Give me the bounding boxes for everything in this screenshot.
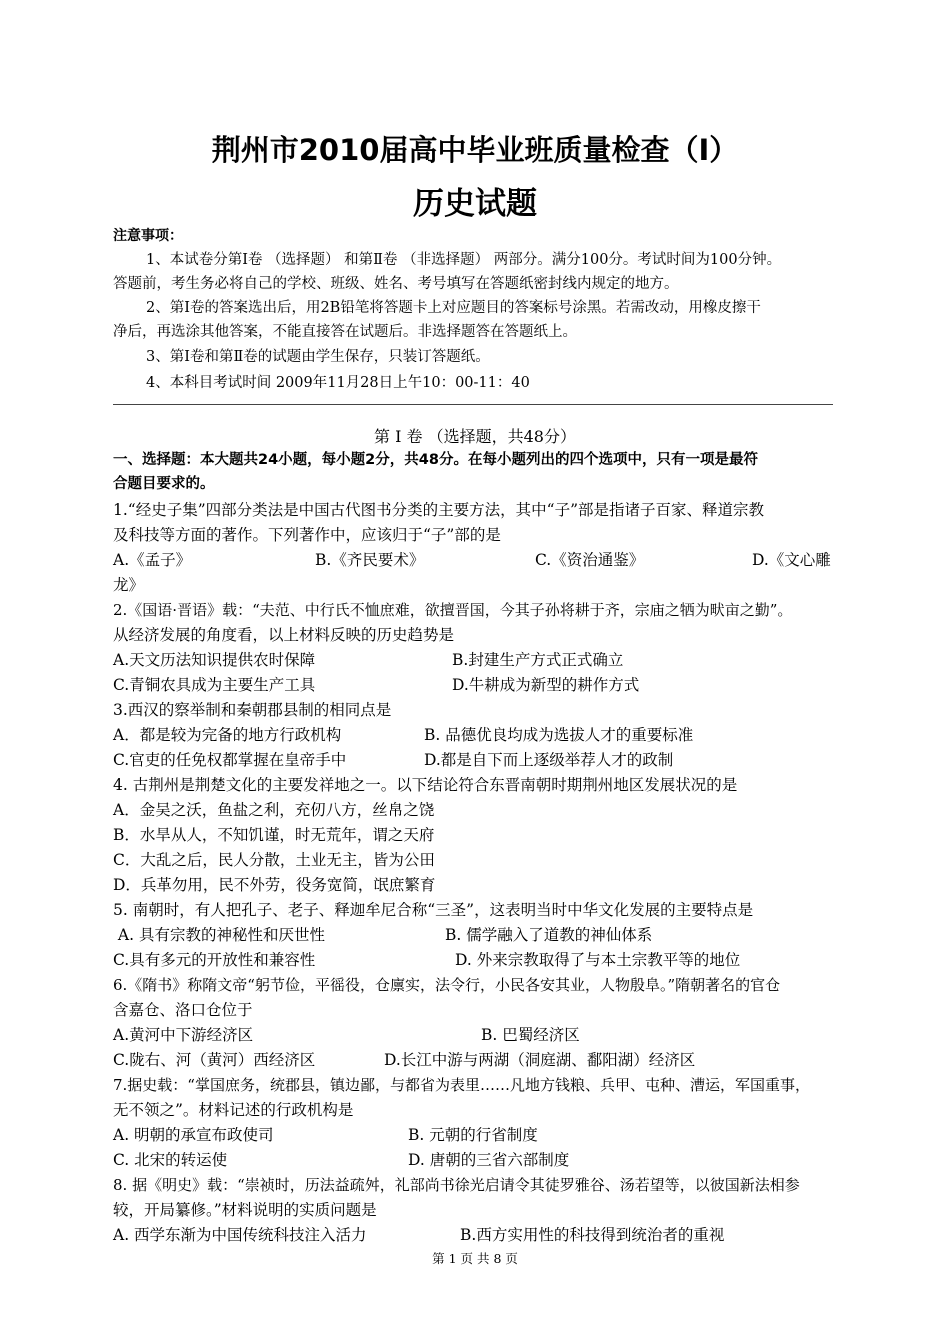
- q7-option-a: A. 明朝的承宣布政使司: [113, 1126, 274, 1144]
- q7-option-b: B. 元朝的行省制度: [408, 1126, 538, 1144]
- question-5-stem: 5. 南朝时，有人把孔子、老子、释迦牟尼合称“三圣”，这表明当时中华文化发展的主要特点是: [113, 901, 754, 919]
- q5-option-b: B. 儒学融入了道教的神仙体系: [445, 926, 653, 944]
- q8-option-a: A. 西学东渐为中国传统科技注入活力: [113, 1226, 367, 1244]
- notice-heading: 注意事项：: [113, 228, 183, 244]
- q3-option-c: C.官吏的任免权都掌握在皇帝手中: [113, 751, 347, 769]
- q3-option-d: D.都是自下而上逐级举荐人才的政制: [424, 751, 674, 769]
- question-4-stem: 4. 古荆州是荆楚文化的主要发祥地之一。以下结论符合东晋南朝时期荆州地区发展状况的是: [113, 776, 738, 794]
- q2-option-d: D.牛耕成为新型的耕作方式: [452, 676, 640, 694]
- page-title: 荆州市2010届高中毕业班质量检查（Ⅰ）: [211, 133, 739, 167]
- q5-option-a: A. 具有宗教的神秘性和厌世性: [113, 926, 325, 944]
- notice-line: 4、本科目考试时间 2009年11月28日上午10：00-11：40: [146, 375, 530, 391]
- q6-option-b: B. 巴蜀经济区: [481, 1026, 580, 1044]
- notice-line: 净后，再选涂其他答案，不能直接答在试题后。非选择题答在答题纸上。: [113, 324, 577, 340]
- question-7-stem: 7.据史载：“掌国庶务，统郡县，镇边鄙，与都省为表里……凡地方钱粮、兵甲、屯种、漕运，军国重事，: [113, 1076, 810, 1094]
- q8-option-b: B.西方实用性的科技得到统治者的重视: [460, 1226, 725, 1244]
- question-8-stem: 较，开局纂修。”材料说明的实质问题是: [113, 1201, 377, 1219]
- q4-option-a: A．金吴之沃，鱼盐之利，充仞八方，丝帛之饶: [113, 801, 435, 819]
- q5-option-c: C.具有多元的开放性和兼容性: [113, 951, 316, 969]
- question-1-stem: 及科技等方面的著作。下列著作中，应该归于“子”部的是: [113, 526, 501, 544]
- instruction-line: 一、选择题：本大题共24小题，每小题2分，共48分。在每小题列出的四个选项中，只有一项是最符: [113, 452, 758, 468]
- instruction-line: 合题目要求的。: [113, 476, 215, 492]
- q7-option-d: D. 唐朝的三省六部制度: [408, 1151, 570, 1169]
- question-7-stem: 无不领之”。材料记述的行政机构是: [113, 1101, 354, 1119]
- q7-option-c: C. 北宋的转运使: [113, 1151, 228, 1169]
- q4-option-d: D．兵革勿用，民不外劳，役务宽简，氓庶繁育: [113, 876, 436, 894]
- question-8-stem: 8. 据《明史》载：“崇祯时，历法益疏舛，礼部尚书徐光启请令其徒罗雅谷、汤若望等，以彼国新法相参: [113, 1176, 800, 1194]
- question-6-stem: 6.《隋书》称隋文帝“躬节俭，平徭役，仓廪实，法令行，小民各安其业，人物殷阜。”隋朝著名的官仓: [113, 976, 781, 994]
- separator-line: [113, 404, 833, 405]
- q1-option-d-cont: 龙》: [113, 576, 145, 594]
- notice-line: 3、第Ⅰ卷和第Ⅱ卷的试题由学生保存，只装订答题纸。: [146, 349, 490, 365]
- q6-option-c: C.陇右、河（黄河）西经济区: [113, 1051, 316, 1069]
- q2-option-a: A.天文历法知识提供农时保障: [113, 651, 316, 669]
- question-6-stem: 含嘉仓、洛口仓位于: [113, 1001, 253, 1019]
- q6-option-a: A.黄河中下游经济区: [113, 1026, 254, 1044]
- notice-line: 2、第Ⅰ卷的答案选出后，用2B铅笔将答题卡上对应题目的答案标号涂黑。若需改动，用橡皮擦干: [146, 300, 761, 316]
- notice-line: 1、本试卷分第Ⅰ卷 （选择题） 和第Ⅱ卷 （非选择题） 两部分。满分100分。考试时间为100分钟。: [146, 252, 782, 268]
- q5-option-d: D. 外来宗教取得了与本土宗教平等的地位: [455, 951, 741, 969]
- q6-option-d: D.长江中游与两湖（洞庭湖、鄱阳湖）经济区: [384, 1051, 696, 1069]
- q1-option-b: B.《齐民要术》: [315, 551, 425, 569]
- notice-line: 答题前，考生务必将自己的学校、班级、姓名、考号填写在答题纸密封线内规定的地方。: [113, 276, 679, 292]
- q4-option-c: C．大乱之后，民人分散，土业无主，皆为公田: [113, 851, 435, 869]
- q2-option-b: B.封建生产方式正式确立: [452, 651, 624, 669]
- question-3-stem: 3.西汉的察举制和秦朝郡县制的相同点是: [113, 701, 392, 719]
- q1-option-a: A.《孟子》: [113, 551, 192, 569]
- q4-option-b: B．水旱从人，不知饥谨，时无荒年，谓之天府: [113, 826, 435, 844]
- q3-option-a: A．都是较为完备的地方行政机构: [113, 726, 342, 744]
- page-footer: 第 1 页 共 8 页: [432, 1251, 518, 1266]
- q1-option-c: C.《资治通鉴》: [535, 551, 645, 569]
- q2-option-c: C.青铜农具成为主要生产工具: [113, 676, 316, 694]
- page-subtitle: 历史试题: [413, 186, 537, 222]
- section-title: 第 Ⅰ 卷 （选择题，共48分）: [374, 427, 576, 446]
- question-1-stem: 1.“经史子集”四部分类法是中国古代图书分类的主要方法，其中“子”部是指诸子百家、释道宗教: [113, 501, 764, 519]
- q1-option-d: D.《文心雕: [752, 551, 831, 569]
- q3-option-b: B. 品德优良均成为选拔人才的重要标准: [424, 726, 694, 744]
- question-2-stem: 从经济发展的角度看，以上材料反映的历史趋势是: [113, 626, 455, 644]
- question-2-stem: 2.《国语·晋语》载：“夫范、中行氏不恤庶难，欲擅晋国，今其子孙将耕于齐，宗庙之牺为畎亩之勤”。: [113, 601, 793, 619]
